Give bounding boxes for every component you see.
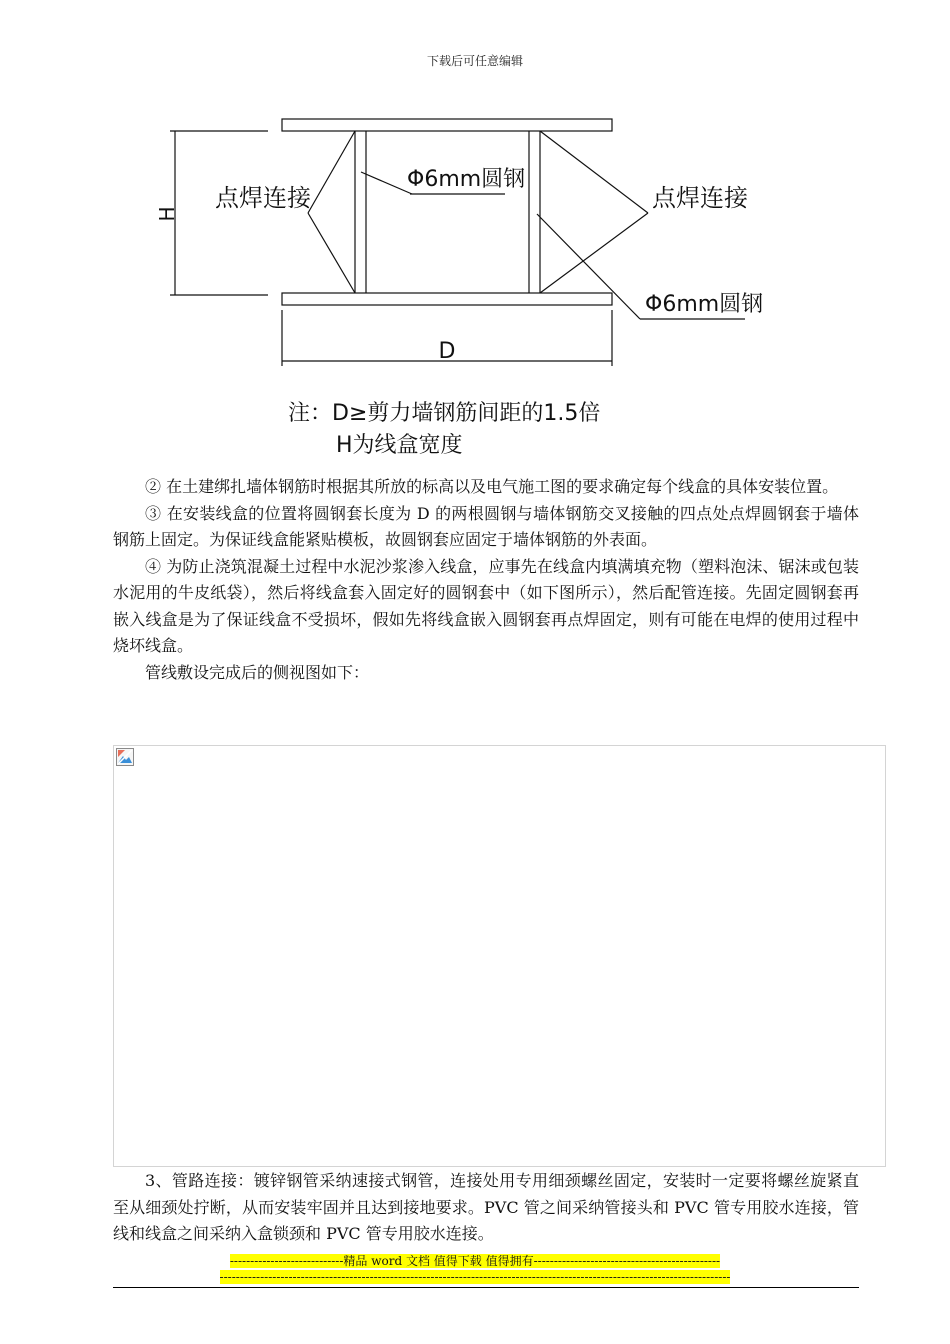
paragraph-3: ③ 在安装线盒的位置将圆钢套长度为 D 的两根圆钢与墙体钢筋交叉接触的四点处点焊圆钢套于墙体钢筋上固定。为保证线盒能紧贴模板，故圆钢套应固定于墙体钢筋的外表面。 — [113, 503, 859, 549]
footer-banner-line2 — [0, 1269, 950, 1285]
side-view-image-placeholder — [113, 745, 886, 1167]
paragraph-4: ④ 为防止浇筑混凝土过程中水泥沙浆渗入线盒，应事先在线盒内填满填充物（塑料泡沫、锯沫或包装水泥用的牛皮纸袋），然后将线盒套入固定好的圆钢套中（如下图所示），然后配管连接。先固定圆钢套再嵌入线盒是为了保证线盒不受损坏，假如先将线盒嵌入圆钢套再点焊固定，则有可能在电焊的使用过程中烧坏线盒。 — [113, 556, 859, 655]
left-weld-label: 点焊连接 — [215, 184, 311, 212]
footer-banner-line1 — [0, 1253, 950, 1269]
paragraph-pipe-connection: 3、管路连接：镀锌钢管采纳速接式钢管，连接处用专用细颈螺丝固定，安装时一定要将螺丝旋紧直至从细颈处拧断，从而安装牢固并且达到接地要求。PVC 管之间采纳管接头和 PVC 管专用胶水连接，管线和线盒之间采纳入盒锁颈和 PVC 管专用胶水连接。 — [113, 1171, 859, 1243]
footer-dash-line: ------------------------------------------------------------------------------------------------------------------------------ — [219, 1270, 731, 1284]
diagram-note-line1: 注：D≥剪力墙钢筋间距的1.5倍 — [288, 401, 601, 426]
page-header: 下载后可任意编辑 — [426, 54, 523, 68]
body-paragraphs — [113, 474, 859, 686]
height-label: H — [155, 206, 179, 222]
paragraph-2: ② 在土建绑扎墙体钢筋时根据其所放的标高以及电气施工图的要求确定每个线盒的具体安装位置。 — [145, 477, 839, 496]
footer-rule — [113, 1287, 859, 1288]
paragraph-side-view-intro: 管线敷设完成后的侧视图如下： — [145, 662, 370, 682]
rod-label-top: Φ6mm圆钢 — [407, 167, 526, 192]
diagram-note-line2: H为线盒宽度 — [336, 433, 463, 458]
top-bar — [282, 119, 612, 131]
bottom-bar — [282, 293, 612, 305]
broken-image-icon — [116, 748, 134, 766]
right-weld-label: 点焊连接 — [652, 184, 748, 212]
pipe-connection-section — [113, 1168, 859, 1248]
rod-label-bottom: Φ6mm圆钢 — [645, 292, 764, 317]
width-label: D — [438, 339, 456, 364]
footer-banner-text: ----------------------------精品 word 文档 值得下载 值得拥有---------------------------------------------- — [229, 1254, 721, 1268]
